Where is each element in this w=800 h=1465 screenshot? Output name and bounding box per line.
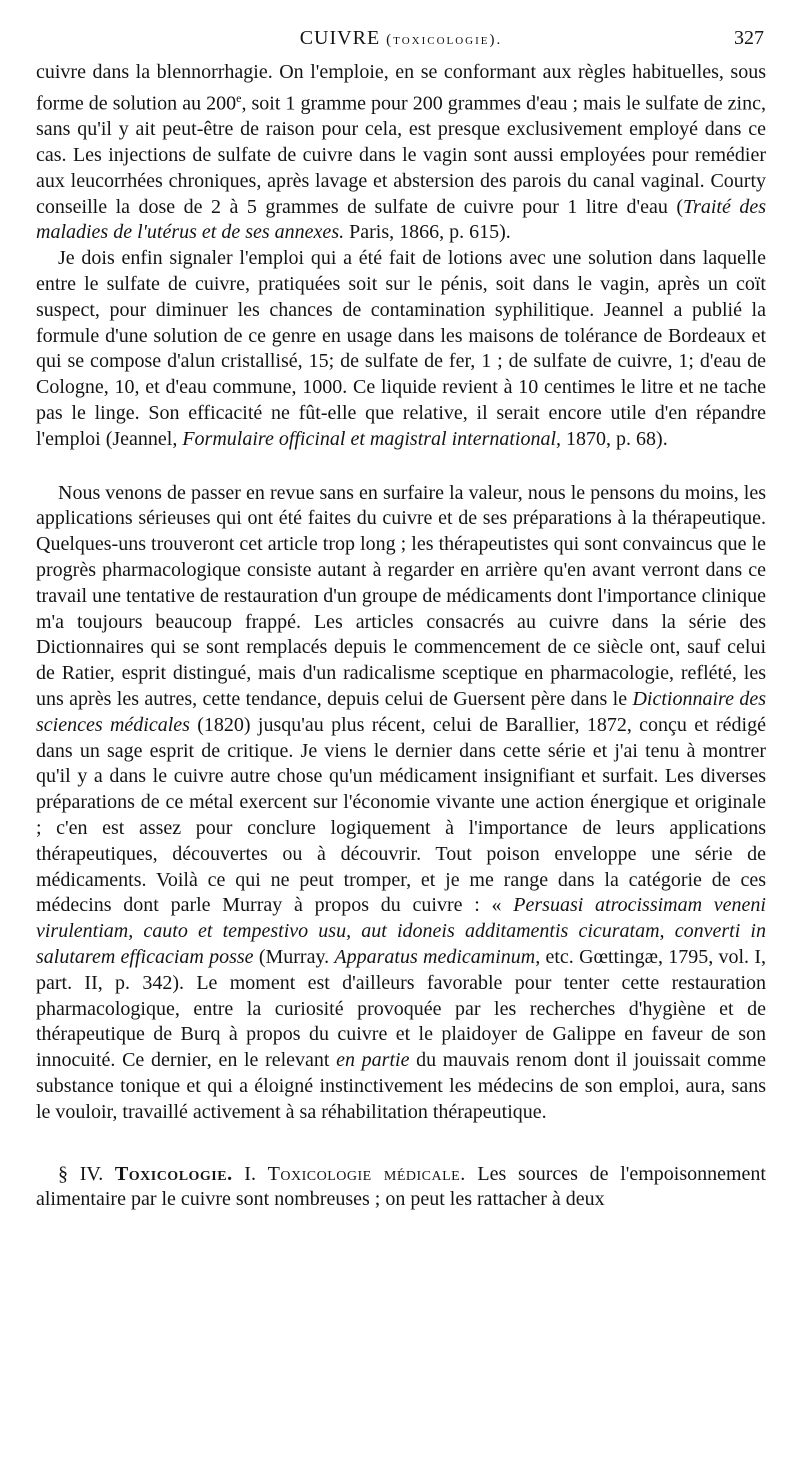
text-run: du mauvais renom dont il jouissait comme substance tonique et qui a éloigné instinctivement les médecins de son emploi, aura, sans le vouloir, travaillé activement à sa réhabilitation thérapeutique.	[36, 1049, 767, 1123]
subsection-number: I.	[244, 1162, 256, 1185]
superscript: e	[236, 90, 242, 105]
section-heading: Toxicologie.	[114, 1162, 233, 1185]
italic-citation: Traité des maladies de l'utérus et de ses annexes.	[36, 195, 766, 244]
text-run: (Murray.	[253, 945, 335, 968]
paragraph-toxicologie	[36, 1162, 766, 1214]
text-run: cuivre dans la blennorrhagie. On l'emploie, en se conformant aux règles habituelles, sous forme de solution au 200	[36, 61, 766, 115]
text-run: 1870, p. 68).	[561, 427, 668, 450]
text-run: Les sources de l'empoisonnement alimentaire par le cuivre sont nombreuses ; on peut les rattacher à deux	[36, 1162, 766, 1211]
section-gap	[36, 1126, 766, 1162]
italic-citation: Dictionnaire des sciences médicales	[36, 687, 766, 736]
text-run: Je dois enfin signaler l'emploi qui a été fait de lotions avec une solution dans laquelle entre le sulfate de cuivre, pratiquées soit sur le pénis, soit dans le vagin, après un coït suspect, pour diminuer les chances de contamination syphilitique. Jeannel a publié la formule d'une solution de ce genre en usage dans les maisons de tolérance de Bordeaux et qui se compose d'alun cristallisé, 15; de sulfate de fer, 1 ; de sulfate de cuivre, 1; d'eau de Cologne, 10, et d'eau commune, 1000. Ce liquide revient à 10 centimes le litre et ne tache pas le linge. Son efficacité ne fût-elle que relative, il serait encore utile d'en répandre l'emploi (Jeannel,	[36, 247, 766, 450]
text-run: Nous venons de passer en revue sans en surfaire la valeur, nous le pensons du moins, les applications sérieuses qui ont été faites du cuivre et de ses préparations à la thérapeutique. Quelques-uns trouveront cet article trop long ; les thérapeutistes qui sont convaincus que le progrès pharmacologique consiste autant à regarder en arrière qu'en avant verront dans ce travail une tentative de restauration d'un groupe de médicaments dont l'importance clinique m'a toujours beaucoup frappé. Les articles consacrés au cuivre dans la série des Dictionnaires qui se sont remplacés depuis le commencement de ce siècle ont, sauf celui de Ratier, esprit distingué, mais d'un radicalisme sceptique en pharmacologie, reflété, les uns après les autres, cette tendance, depuis celui de Guersent père dans le	[36, 481, 766, 710]
page-header	[36, 0, 766, 60]
italic-quotation: Persuasi atrocissimam veneni virulentiam, cauto et tempestivo usu, aut idoneis additamentis cicuratam, converti in salutarem efficaciam posse	[36, 894, 766, 968]
paragraph-conclusion	[36, 481, 766, 1126]
paragraph-gap	[36, 453, 766, 481]
section-number: § IV.	[58, 1162, 104, 1185]
paragraph-blennorrhagie	[36, 60, 766, 246]
italic-citation: Formulaire officinal et magistral international,	[182, 427, 562, 450]
subsection-title: Toxicologie médicale.	[267, 1162, 466, 1185]
page-number: 327	[734, 27, 764, 49]
text-run: (1820) jusqu'au plus récent, celui de Barallier, 1872, conçu et rédigé dans un sage esprit de critique. Je viens le dernier dans cette série et j'ai tenu à montrer qu'il y a dans le cuivre autre chose qu'un médicament insignifiant et surfait. Les diverses préparations de ce métal exercent sur l'économie vivante une action énergique et originale ; c'en est assez pour conclure logiquement à l'importance de leurs applications thérapeutiques, découvertes ou à découvrir. Tout poison enveloppe une série de médicaments. Voilà ce qui ne peut tromper, et je me range dans la catégorie de ces médecins dont parle Murray à propos du cuivre : «	[36, 713, 766, 917]
running-head-title: CUIVRE	[299, 27, 381, 49]
text-run: etc. Gœttingæ, 1795, vol. I, part. II, p. 342). Le moment est d'ailleurs favorable pour tenter cette restauration pharmacologique, entre la curiosité provoquée par les recherches d'hygiène et de thérapeutique de Burq à propos du cuivre et le plaidoyer de Galippe en faveur de son innocuité. Ce dernier, en le relevant	[36, 945, 766, 1072]
paragraph-lotions	[36, 246, 766, 452]
italic-citation: Apparatus medicaminum,	[334, 945, 541, 968]
running-head-subtitle: (toxicologie).	[386, 32, 503, 48]
text-run: Paris, 1866, p. 615).	[344, 221, 511, 244]
running-head	[36, 27, 766, 50]
italic-emphasis: en partie	[336, 1049, 410, 1072]
text-run: , soit 1 gramme pour 200 grammes d'eau ; mais le sulfate de zinc, sans qu'il y ait peut-être de raison pour cela, est presque exclusivement employé dans ce cas. Les injections de sulfate de cuivre dans le vagin sont aussi employées pour remédier aux leucorrhées chroniques, après lavage et abstersion des parois du canal vaginal. Courty conseille la dose de 2 à 5 grammes de sulfate de cuivre pour 1 litre d'eau (	[36, 92, 766, 218]
